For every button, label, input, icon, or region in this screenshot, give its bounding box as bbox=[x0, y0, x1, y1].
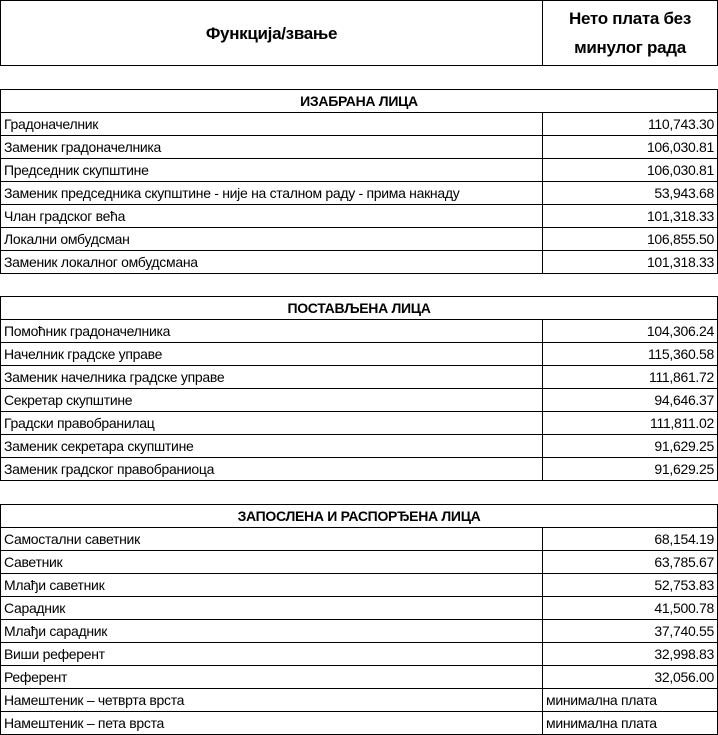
table-row bbox=[1, 528, 718, 551]
row-label: Млађи саветник bbox=[1, 574, 543, 597]
row-label: Референт bbox=[1, 666, 543, 689]
row-value: 101,318.33 bbox=[543, 205, 718, 228]
table-row bbox=[1, 643, 718, 666]
table-row bbox=[1, 159, 718, 182]
row-value: 91,629.25 bbox=[543, 458, 718, 481]
row-value: 94,646.37 bbox=[543, 389, 718, 412]
column-header-net-salary: Нето плата без минулог рада bbox=[543, 1, 718, 66]
table-row bbox=[1, 228, 718, 251]
row-value: 91,629.25 bbox=[543, 435, 718, 458]
row-label: Заменик градоначелника bbox=[1, 136, 543, 159]
row-label: Начелник градске управе bbox=[1, 343, 543, 366]
table-row bbox=[1, 113, 718, 136]
table-row bbox=[1, 620, 718, 643]
table-row bbox=[1, 458, 718, 481]
row-label: Намештеник – четврта врста bbox=[1, 689, 543, 712]
table-row bbox=[1, 551, 718, 574]
table-row bbox=[1, 666, 718, 689]
table-row bbox=[1, 435, 718, 458]
table-row bbox=[1, 136, 718, 159]
header-table bbox=[0, 0, 718, 66]
row-value: 52,753.83 bbox=[543, 574, 718, 597]
table-row bbox=[1, 389, 718, 412]
row-label: Помоћник градоначелника bbox=[1, 320, 543, 343]
row-value: 41,500.78 bbox=[543, 597, 718, 620]
row-value: 37,740.55 bbox=[543, 620, 718, 643]
row-label: Виши референт bbox=[1, 643, 543, 666]
table-row bbox=[1, 412, 718, 435]
row-value: 115,360.58 bbox=[543, 343, 718, 366]
section-title: ИЗАБРАНА ЛИЦА bbox=[1, 90, 718, 113]
row-value: 53,943.68 bbox=[543, 182, 718, 205]
section-title: ЗАПОСЛЕНА И РАСПОРЂЕНА ЛИЦА bbox=[1, 505, 718, 528]
row-label: Члан градског већа bbox=[1, 205, 543, 228]
row-label: Градски правобранилац bbox=[1, 412, 543, 435]
row-value: 110,743.30 bbox=[543, 113, 718, 136]
section-title: ПОСТАВЉЕНА ЛИЦА bbox=[1, 297, 718, 320]
table-row bbox=[1, 597, 718, 620]
row-value: 32,998.83 bbox=[543, 643, 718, 666]
table-row bbox=[1, 251, 718, 274]
section-appointed bbox=[0, 296, 718, 481]
table-row bbox=[1, 320, 718, 343]
row-label: Заменик председника скупштине - није на сталном раду - прима накнаду bbox=[1, 182, 543, 205]
row-label: Самостални саветник bbox=[1, 528, 543, 551]
row-value: 106,855.50 bbox=[543, 228, 718, 251]
row-label: Заменик локалног омбудсмана bbox=[1, 251, 543, 274]
row-value: 111,861.72 bbox=[543, 366, 718, 389]
section-elected bbox=[0, 89, 718, 274]
header-row bbox=[1, 1, 718, 66]
row-value: 106,030.81 bbox=[543, 159, 718, 182]
row-label: Сарадник bbox=[1, 597, 543, 620]
section-employed bbox=[0, 504, 718, 735]
row-label: Председник скупштине bbox=[1, 159, 543, 182]
row-value: 68,154.19 bbox=[543, 528, 718, 551]
row-label: Заменик начелника градске управе bbox=[1, 366, 543, 389]
table-row bbox=[1, 366, 718, 389]
row-value: 111,811.02 bbox=[543, 412, 718, 435]
row-value: 32,056.00 bbox=[543, 666, 718, 689]
table-row bbox=[1, 343, 718, 366]
table-row bbox=[1, 574, 718, 597]
row-label: Млађи сарадник bbox=[1, 620, 543, 643]
row-value: минимална плата bbox=[543, 689, 718, 712]
table-row bbox=[1, 712, 718, 735]
row-value: 104,306.24 bbox=[543, 320, 718, 343]
table-row bbox=[1, 689, 718, 712]
row-label: Заменик секретара скупштине bbox=[1, 435, 543, 458]
row-value: 101,318.33 bbox=[543, 251, 718, 274]
row-label: Намештеник – пета врста bbox=[1, 712, 543, 735]
row-label: Секретар скупштине bbox=[1, 389, 543, 412]
table-row bbox=[1, 205, 718, 228]
row-value: минимална плата bbox=[543, 712, 718, 735]
row-value: 63,785.67 bbox=[543, 551, 718, 574]
row-label: Заменик градског правобраниоца bbox=[1, 458, 543, 481]
row-label: Саветник bbox=[1, 551, 543, 574]
column-header-function: Функција/звање bbox=[1, 1, 543, 66]
row-value: 106,030.81 bbox=[543, 136, 718, 159]
row-label: Градоначелник bbox=[1, 113, 543, 136]
row-label: Локални омбудсман bbox=[1, 228, 543, 251]
table-row bbox=[1, 182, 718, 205]
